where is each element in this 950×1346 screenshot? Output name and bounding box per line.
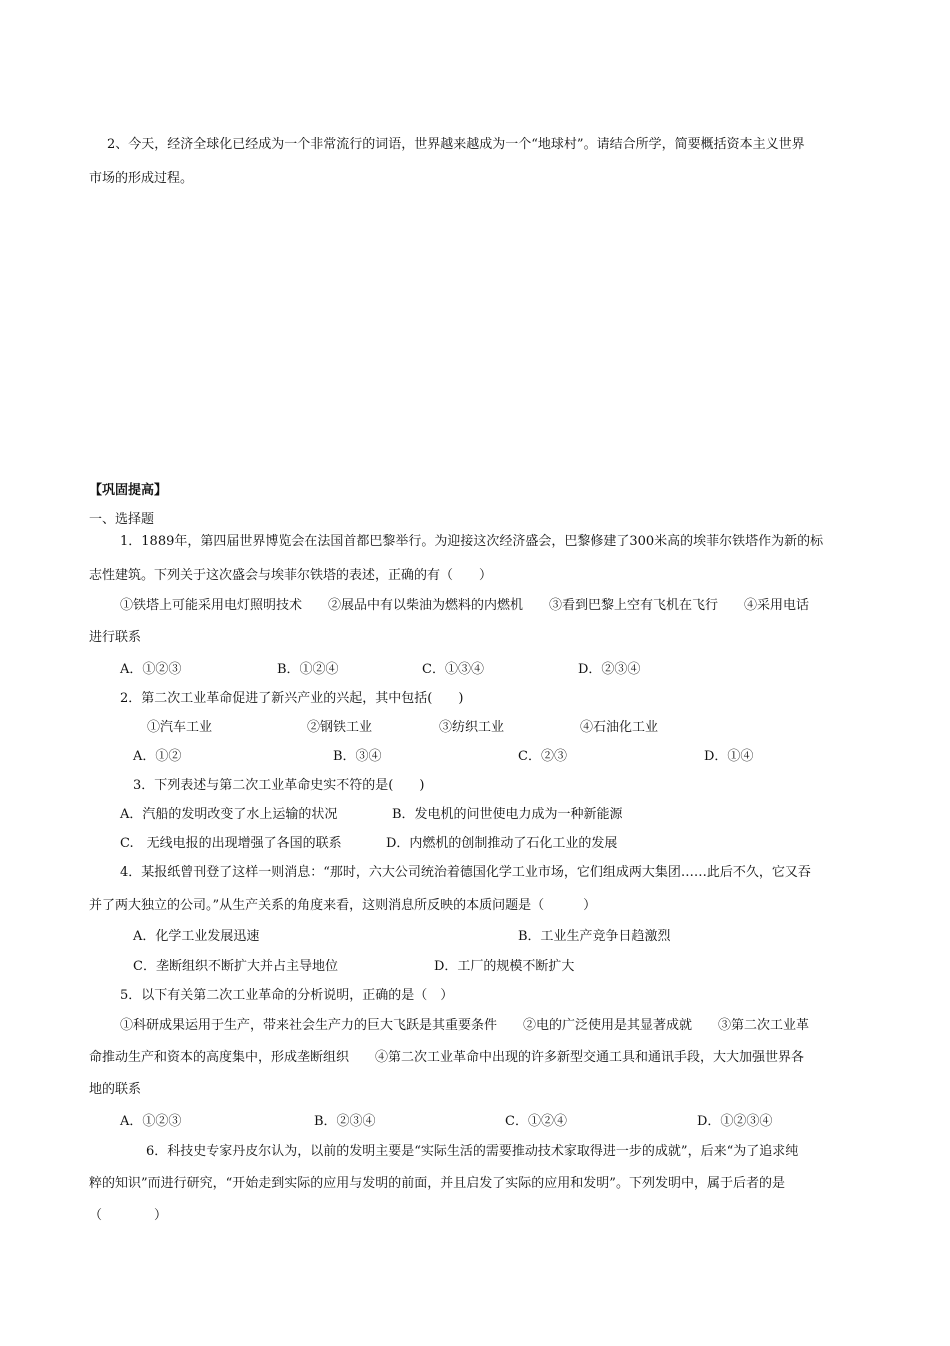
q3-option-b: B．发电机的问世使电力成为一种新能源 — [392, 807, 623, 822]
q5-statements-line-2: 命推动生产和资本的高度集中，形成垄断组织 ④第二次工业革命中出现的许多新型交通工具和通讯手段，大大加强世界各 — [89, 1050, 805, 1065]
q4-stem-line-2: 并了两大独立的公司。”从生产关系的角度来看，这则消息所反映的本质问题是（ ） — [89, 898, 597, 913]
q5-option-d: D．①②③④ — [697, 1114, 773, 1129]
q4-option-b: B．工业生产竞争日趋激烈 — [518, 929, 671, 944]
q4-option-d: D．工厂的规模不断扩大 — [434, 959, 575, 974]
q5-stem: 5．以下有关第二次工业革命的分析说明，正确的是（ ） — [120, 988, 454, 1003]
q2mc-stem: 2．第二次工业革命促进了新兴产业的兴起，其中包括( ) — [120, 691, 464, 706]
q2mc-option-d: D．①④ — [704, 749, 754, 764]
q1-option-a: A．①②③ — [120, 662, 182, 677]
q2mc-statement-2: ②钢铁工业 — [307, 720, 373, 735]
q6-stem-line-1: 6．科技史专家丹皮尔认为，以前的发明主要是“实际生活的需要推动技术家取得进一步的成就”，后来“为了追求纯 — [146, 1144, 799, 1159]
q4-option-c: C．垄断组织不断扩大并占主导地位 — [133, 959, 338, 974]
q2mc-option-a: A．①② — [133, 749, 182, 764]
q1-option-b: B．①②④ — [277, 662, 339, 677]
part-title: 一、选择题 — [89, 512, 155, 527]
q5-options — [0, 1113, 950, 1131]
q2mc-options — [0, 748, 950, 766]
q1-statements-line-1: ①铁塔上可能采用电灯照明技术 ②展品中有以柴油为燃料的内燃机 ③看到巴黎上空有飞机在飞行 ④采用电话 — [120, 598, 810, 613]
q2mc-statement-3: ③纺织工业 — [439, 720, 505, 735]
section-title: 【巩固提高】 — [89, 483, 168, 498]
q4-option-a: A．化学工业发展迅速 — [133, 929, 260, 944]
q5-option-c: C．①②④ — [505, 1114, 567, 1129]
q1-options — [0, 661, 950, 679]
q4-options-row-2 — [0, 958, 950, 976]
q5-statements-line-1: ①科研成果运用于生产，带来社会生产力的巨大飞跃是其重要条件 ②电的广泛使用是其显著成就 ③第二次工业革 — [120, 1018, 810, 1033]
q6-stem-line-3: （ ） — [89, 1208, 168, 1223]
q3-options-row-1 — [0, 806, 950, 824]
q5-option-b: B．②③④ — [314, 1114, 376, 1129]
q3-option-a: A．汽船的发明改变了水上运输的状况 — [120, 807, 338, 822]
q4-options-row-1 — [0, 928, 950, 946]
q6-stem-line-2: 粹的知识”而进行研究，“开始走到实际的应用与发明的前面，并且启发了实际的应用和发明”。下列发明中，属于后者的是 — [89, 1176, 785, 1191]
q5-statements-line-3: 地的联系 — [89, 1082, 142, 1097]
q3-stem: 3．下列表述与第二次工业革命史实不符的是( ) — [133, 778, 425, 793]
q4-stem-line-1: 4．某报纸曾刊登了这样一则消息：“那时，六大公司统治着德国化学工业市场，它们组成两大集团……此后不久，它又吞 — [120, 865, 811, 880]
q2mc-statements — [0, 719, 950, 737]
q3-option-d: D．内燃机的创制推动了石化工业的发展 — [386, 836, 618, 851]
q1-option-c: C．①③④ — [422, 662, 484, 677]
q2mc-option-b: B．③④ — [333, 749, 382, 764]
q2mc-statement-4: ④石油化工业 — [580, 720, 659, 735]
q3-options-row-2 — [0, 835, 950, 853]
q1-stem-line-1: 1．1889年，第四届世界博览会在法国首都巴黎举行。为迎接这次经济盛会，巴黎修建了300米高的埃菲尔铁塔作为新的标 — [120, 534, 824, 549]
q2-line-1: 2、今天，经济全球化已经成为一个非常流行的词语，世界越来越成为一个“地球村”。请结合所学，简要概括资本主义世界 — [107, 137, 805, 152]
q5-option-a: A．①②③ — [120, 1114, 182, 1129]
q1-option-d: D．②③④ — [578, 662, 641, 677]
q3-option-c: C. 无线电报的出现增强了各国的联系 — [120, 836, 342, 851]
q2mc-option-c: C．②③ — [518, 749, 567, 764]
q2-line-2: 市场的形成过程。 — [89, 171, 194, 186]
q1-statements-line-2: 进行联系 — [89, 630, 142, 645]
q2mc-statement-1: ①汽车工业 — [147, 720, 213, 735]
q1-stem-line-2: 志性建筑。下列关于这次盛会与埃菲尔铁塔的表述，正确的有（ ） — [89, 568, 493, 583]
